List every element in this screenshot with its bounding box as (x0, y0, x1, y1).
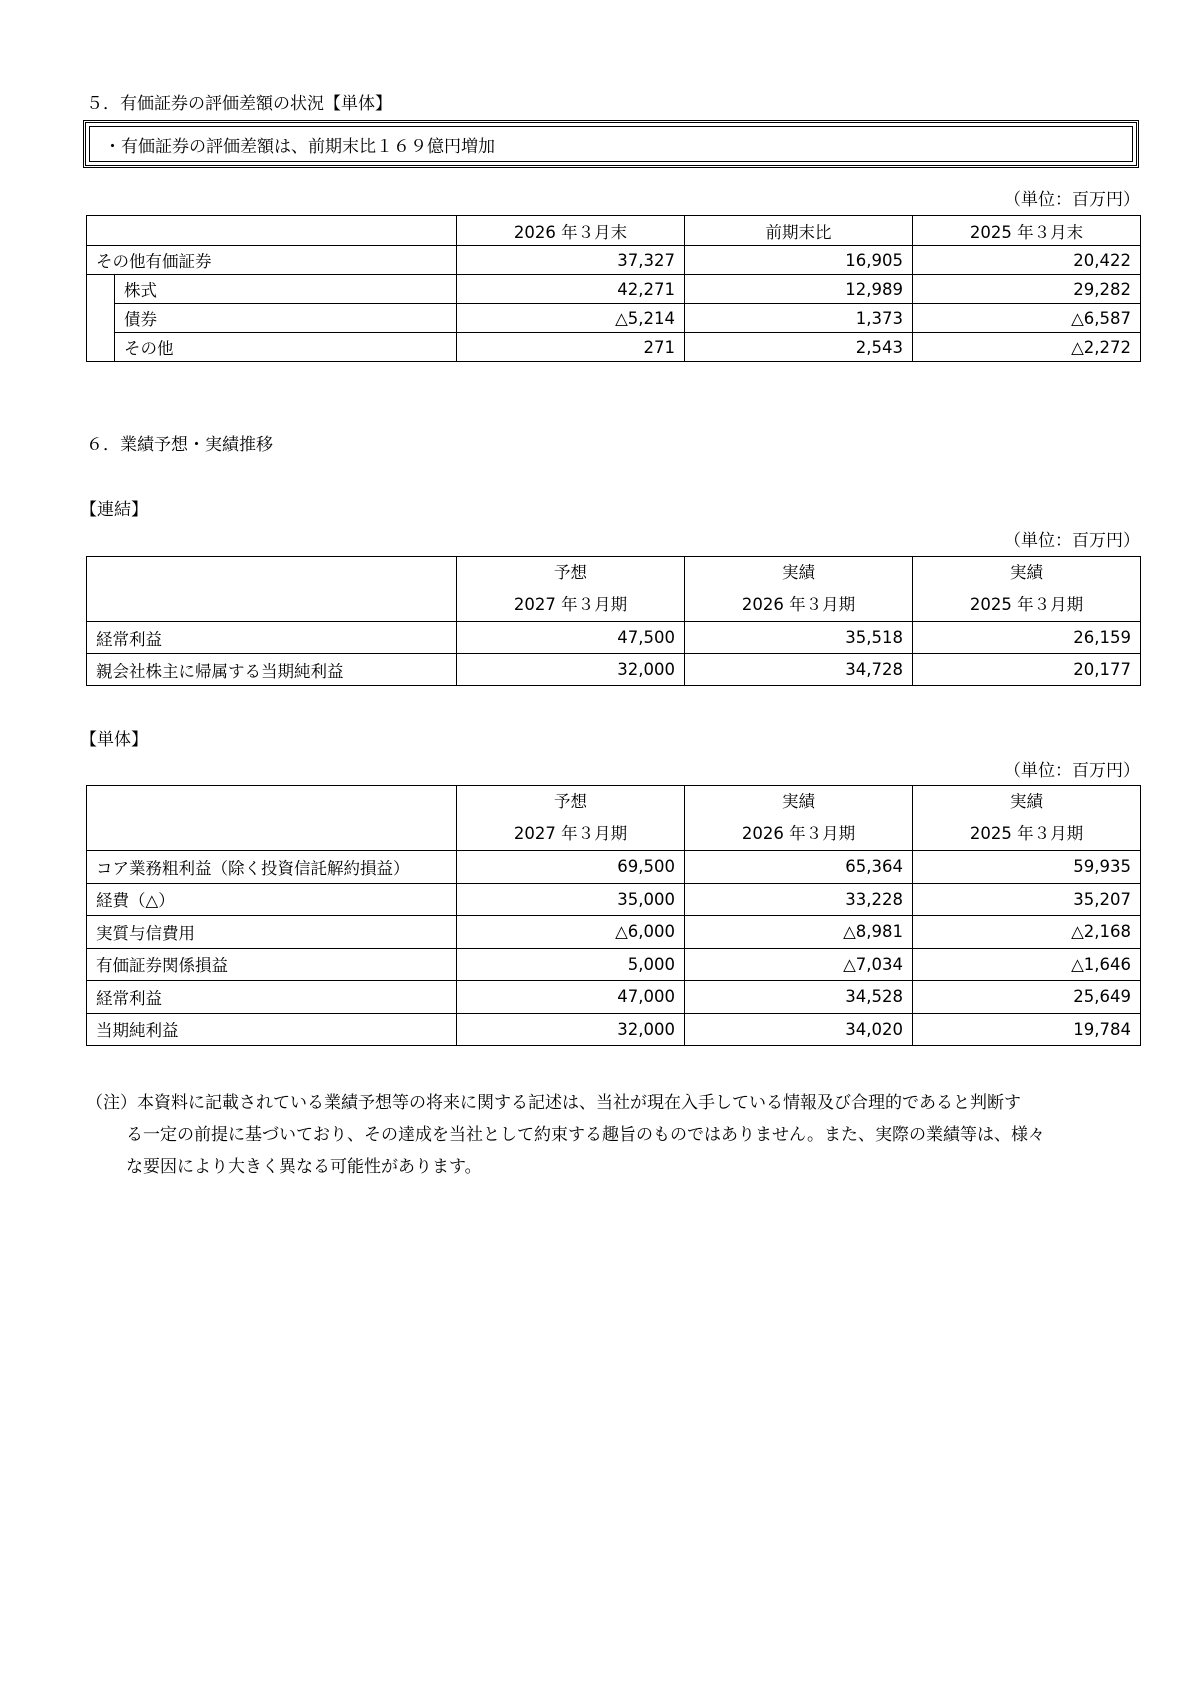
table-row (87, 654, 1141, 686)
header-top: 実績 (782, 792, 815, 811)
value-cell: 34,020 (685, 1013, 913, 1046)
header-cell (457, 786, 685, 851)
section6-title: ６．業績予想・実績推移 (86, 435, 273, 455)
value-cell: 25,649 (913, 981, 1141, 1014)
consolidated-table (86, 556, 1141, 686)
note-line: な要因により大きく異なる可能性があります。 (126, 1157, 482, 1177)
header-cell: 2025 年３月末 (913, 216, 1141, 246)
indent-cell (87, 304, 115, 333)
header-cell (913, 786, 1141, 851)
value-cell: 34,528 (685, 981, 913, 1014)
table-row (87, 622, 1141, 654)
row-label: その他有価証券 (87, 246, 457, 275)
header-cell (685, 557, 913, 622)
header-bottom: 2025 年３月期 (969, 824, 1084, 843)
value-cell: 59,935 (913, 851, 1141, 884)
value-cell: △1,646 (913, 948, 1141, 981)
row-label: 経常利益 (87, 622, 457, 654)
value-cell: 33,228 (685, 883, 913, 916)
header-cell (87, 786, 457, 851)
table-header-row (87, 216, 1141, 246)
value-cell: 26,159 (913, 622, 1141, 654)
table-header-row (87, 557, 1141, 622)
value-cell: 35,207 (913, 883, 1141, 916)
value-cell: △5,214 (457, 304, 685, 333)
row-label: コア業務粗利益（除く投資信託解約損益） (87, 851, 457, 884)
header-cell: 前期末比 (685, 216, 913, 246)
value-cell: 47,500 (457, 622, 685, 654)
summary-text: ・有価証券の評価差額は、前期末比１６９億円増加 (89, 126, 1133, 162)
value-cell: 20,177 (913, 654, 1141, 686)
value-cell: 69,500 (457, 851, 685, 884)
unit-label: （単位：百万円） (1004, 190, 1140, 210)
table-row (87, 275, 1141, 304)
table-row (87, 916, 1141, 949)
row-label: 有価証券関係損益 (87, 948, 457, 981)
value-cell: 1,373 (685, 304, 913, 333)
unit-label: （単位：百万円） (1004, 531, 1140, 551)
row-label: 経常利益 (87, 981, 457, 1014)
indent-cell (87, 333, 115, 362)
header-top: 実績 (1010, 563, 1043, 582)
header-bottom: 2026 年３月期 (741, 824, 856, 843)
table-row (87, 333, 1141, 362)
table-row (87, 246, 1141, 275)
nonconsolidated-title: 【単体】 (80, 730, 148, 750)
row-label: 親会社株主に帰属する当期純利益 (87, 654, 457, 686)
value-cell: 34,728 (685, 654, 913, 686)
header-top: 予想 (554, 563, 587, 582)
row-label: 債券 (115, 304, 457, 333)
row-label: 株式 (115, 275, 457, 304)
value-cell: 35,518 (685, 622, 913, 654)
header-top: 実績 (1010, 792, 1043, 811)
indent-cell (87, 275, 115, 304)
header-bottom: 2027 年３月期 (513, 824, 628, 843)
value-cell: 37,327 (457, 246, 685, 275)
table-row (87, 981, 1141, 1014)
row-label: 実質与信費用 (87, 916, 457, 949)
value-cell: △7,034 (685, 948, 913, 981)
value-cell: 20,422 (913, 246, 1141, 275)
table-row (87, 948, 1141, 981)
header-cell: 2026 年３月末 (457, 216, 685, 246)
row-label: 経費（△） (87, 883, 457, 916)
header-cell (913, 557, 1141, 622)
disclaimer-note (86, 1087, 1146, 1183)
header-cell (87, 216, 457, 246)
value-cell: 42,271 (457, 275, 685, 304)
table-row (87, 851, 1141, 884)
nonconsolidated-table (86, 785, 1141, 1046)
value-cell: 47,000 (457, 981, 685, 1014)
header-bottom: 2026 年３月期 (741, 595, 856, 614)
value-cell: △6,587 (913, 304, 1141, 333)
row-label: その他 (115, 333, 457, 362)
note-line: （注）本資料に記載されている業績予想等の将来に関する記述は、当社が現在入手している情報及び合理的であると判断す (86, 1093, 1021, 1113)
header-bottom: 2027 年３月期 (513, 595, 628, 614)
value-cell: 32,000 (457, 1013, 685, 1046)
row-label: 当期純利益 (87, 1013, 457, 1046)
value-cell: 2,543 (685, 333, 913, 362)
header-cell (87, 557, 457, 622)
table-row (87, 1013, 1141, 1046)
value-cell: 32,000 (457, 654, 685, 686)
unit-label: （単位：百万円） (1004, 761, 1140, 781)
value-cell: △2,168 (913, 916, 1141, 949)
table-row (87, 883, 1141, 916)
value-cell: 35,000 (457, 883, 685, 916)
header-cell (685, 786, 913, 851)
header-top: 予想 (554, 792, 587, 811)
summary-box (83, 120, 1139, 168)
valuation-table (86, 215, 1141, 362)
header-bottom: 2025 年３月期 (969, 595, 1084, 614)
value-cell: 29,282 (913, 275, 1141, 304)
consolidated-title: 【連結】 (80, 500, 148, 520)
note-line: る一定の前提に基づいており、その達成を当社として約束する趣旨のものではありません。また、実際の業績等は、様々 (126, 1125, 1046, 1145)
header-top: 実績 (782, 563, 815, 582)
value-cell: △2,272 (913, 333, 1141, 362)
value-cell: 271 (457, 333, 685, 362)
header-cell (457, 557, 685, 622)
value-cell: 12,989 (685, 275, 913, 304)
value-cell: 16,905 (685, 246, 913, 275)
section5-title: ５．有価証券の評価差額の状況【単体】 (86, 94, 392, 114)
value-cell: 5,000 (457, 948, 685, 981)
value-cell: △6,000 (457, 916, 685, 949)
table-row (87, 304, 1141, 333)
value-cell: 19,784 (913, 1013, 1141, 1046)
table-header-row (87, 786, 1141, 851)
value-cell: △8,981 (685, 916, 913, 949)
value-cell: 65,364 (685, 851, 913, 884)
